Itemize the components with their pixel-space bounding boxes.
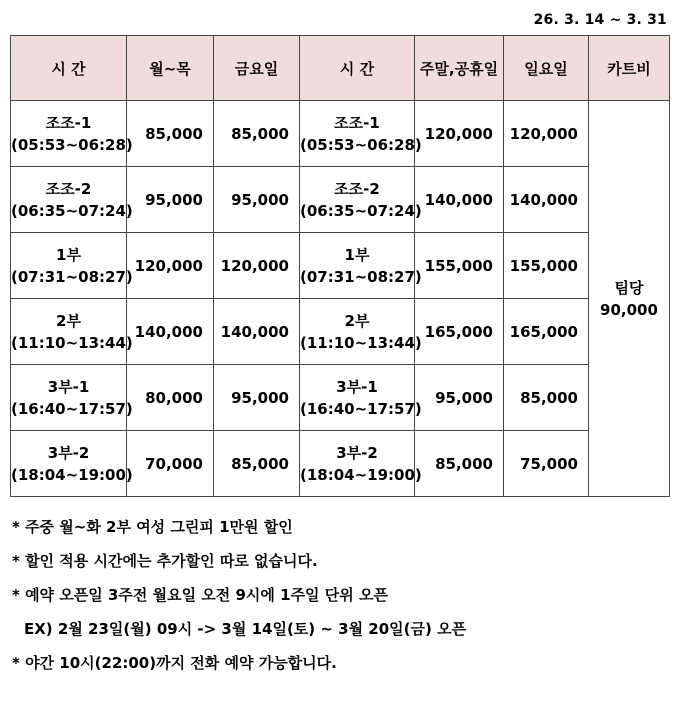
slot-name: 2부 (56, 311, 81, 330)
price-mon-thu: 120,000 (127, 233, 214, 299)
slot-cell-weekend (300, 365, 422, 431)
header-friday: 금요일 (214, 36, 300, 101)
slot-name: 1부 (56, 245, 81, 264)
slot-name: 3부-2 (47, 443, 90, 462)
price-sunday: 120,000 (504, 101, 589, 167)
price-sunday: 165,000 (504, 299, 589, 365)
price-sunday: 155,000 (504, 233, 589, 299)
price-friday: 85,000 (214, 431, 300, 497)
note-phone-reservation: * 야간 10시(22:00)까지 전화 예약 가능합니다. (12, 654, 337, 672)
price-weekend-holiday: 120,000 (415, 101, 504, 167)
slot-time: (11:10~13:44) (11, 333, 133, 352)
price-friday: 85,000 (214, 101, 300, 167)
price-sunday: 85,000 (504, 365, 589, 431)
slot-time: (16:40~17:57) (300, 399, 422, 418)
slot-time: (16:40~17:57) (11, 399, 133, 418)
price-friday: 140,000 (214, 299, 300, 365)
slot-time: (18:04~19:00) (11, 465, 133, 484)
price-table (10, 35, 670, 497)
slot-name: 조조-2 (45, 179, 92, 198)
header-cart-fee: 카트비 (589, 36, 670, 101)
price-weekend-holiday: 140,000 (415, 167, 504, 233)
slot-cell (11, 101, 133, 167)
header-sunday: 일요일 (504, 36, 589, 101)
slot-name: 3부-2 (336, 443, 378, 462)
slot-cell (11, 431, 133, 497)
slot-name: 2부 (344, 311, 370, 330)
slot-name: 3부-1 (47, 377, 90, 396)
note-women-discount: * 주중 월~화 2부 여성 그린피 1만원 할인 (12, 518, 293, 536)
slot-cell (11, 167, 133, 233)
header-time-weekend: 시 간 (300, 36, 415, 101)
header-time-weekday: 시 간 (11, 36, 127, 101)
slot-name: 3부-1 (336, 377, 378, 396)
date-range: 26. 3. 14 ~ 3. 31 (533, 12, 667, 28)
slot-name: 조조-1 (45, 113, 92, 132)
slot-cell-weekend (300, 101, 422, 167)
slot-cell (11, 365, 133, 431)
note-no-extra-discount: * 할인 적용 시간에는 추가할인 따로 없습니다. (12, 552, 318, 570)
slot-time: (07:31~08:27) (300, 267, 422, 286)
price-mon-thu: 140,000 (127, 299, 214, 365)
header-row (11, 36, 670, 101)
slot-name: 조조-1 (334, 113, 380, 132)
slot-time: (06:35~07:24) (300, 201, 422, 220)
note-reservation-example: EX) 2월 23일(월) 09시 -> 3월 14일(토) ~ 3월 20일(금) 오픈 (24, 620, 467, 638)
cart-fee-price: 90,000 (600, 300, 658, 319)
note-reservation-open: * 예약 오픈일 3주전 월요일 오전 9시에 1주일 단위 오픈 (12, 586, 388, 604)
table-row (11, 233, 670, 299)
price-mon-thu: 70,000 (127, 431, 214, 497)
price-friday: 95,000 (214, 365, 300, 431)
price-mon-thu: 95,000 (127, 167, 214, 233)
slot-name: 조조-2 (334, 179, 380, 198)
price-mon-thu: 85,000 (127, 101, 214, 167)
slot-cell (11, 233, 133, 299)
price-weekend-holiday: 85,000 (415, 431, 504, 497)
table-row (11, 431, 670, 497)
price-friday: 120,000 (214, 233, 300, 299)
price-sunday: 75,000 (504, 431, 589, 497)
cart-fee-label: 팀당 (614, 278, 644, 297)
slot-cell (11, 299, 133, 365)
header-weekend-holiday: 주말,공휴일 (415, 36, 504, 101)
table-row (11, 101, 670, 167)
slot-time: (11:10~13:44) (300, 333, 422, 352)
slot-time: (05:53~06:28) (300, 135, 422, 154)
price-mon-thu: 80,000 (127, 365, 214, 431)
slot-cell-weekend (300, 167, 422, 233)
price-friday: 95,000 (214, 167, 300, 233)
price-weekend-holiday: 155,000 (415, 233, 504, 299)
notes-section (12, 516, 466, 686)
slot-time: (06:35~07:24) (11, 201, 133, 220)
slot-cell-weekend (300, 431, 422, 497)
price-weekend-holiday: 95,000 (415, 365, 504, 431)
slot-cell-weekend (300, 299, 422, 365)
slot-name: 1부 (344, 245, 370, 264)
price-weekend-holiday: 165,000 (415, 299, 504, 365)
table-row (11, 167, 670, 233)
cart-fee-cell (589, 101, 670, 497)
table-row (11, 299, 670, 365)
slot-time: (07:31~08:27) (11, 267, 133, 286)
price-sunday: 140,000 (504, 167, 589, 233)
table-row (11, 365, 670, 431)
slot-time: (05:53~06:28) (11, 135, 133, 154)
slot-cell-weekend (300, 233, 422, 299)
header-mon-thu: 월~목 (127, 36, 214, 101)
slot-time: (18:04~19:00) (300, 465, 422, 484)
